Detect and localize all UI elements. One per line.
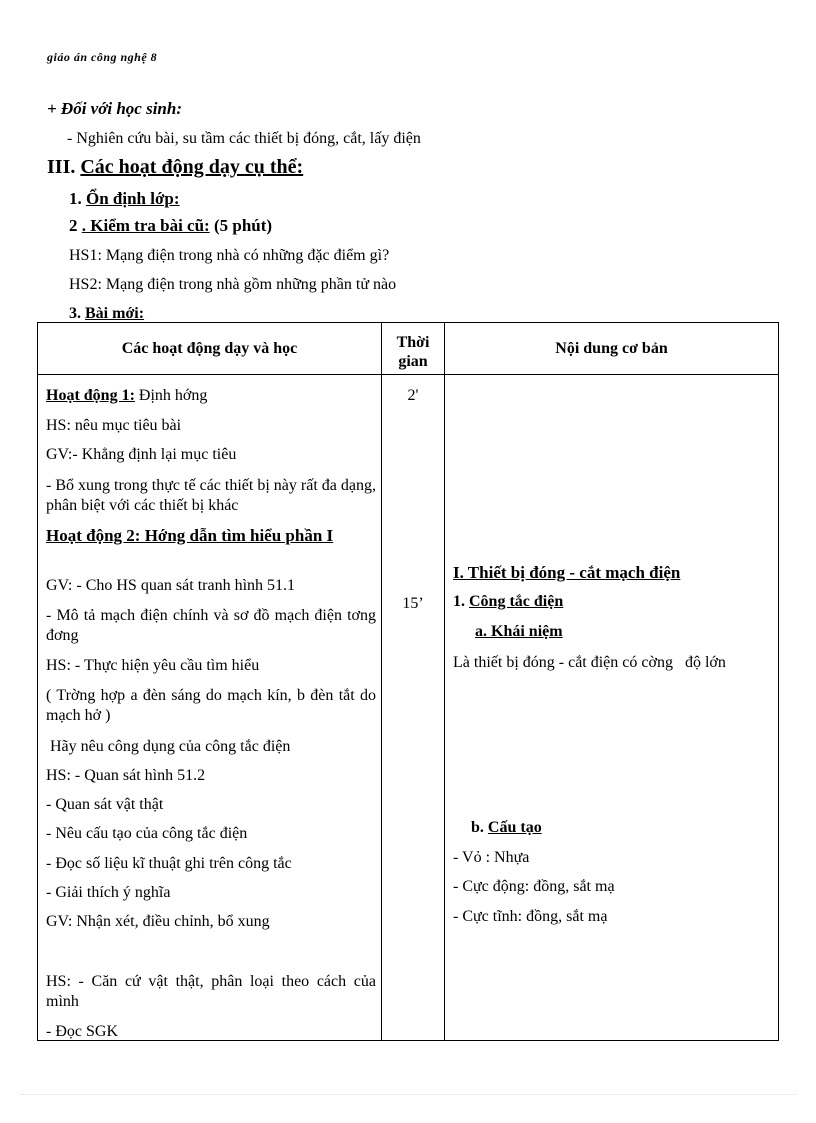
content-item-a: a. Khái niệm xyxy=(475,623,563,640)
activity-line: HS: - Thực hiện yêu cầu tìm hiểu xyxy=(46,657,260,674)
question-hs2: HS2: Mạng điện trong nhà gồm những phần tử nào xyxy=(69,276,397,293)
content-item-a-text: Là thiết bị đóng - cắt điện có cờng độ lớn xyxy=(453,654,726,671)
lesson-table xyxy=(37,322,779,1041)
activity-line: - Bổ xung trong thực tế các thiết bị này rất đa dạng, phân biệt với các thiết bị khác xyxy=(46,477,376,514)
time-cell xyxy=(382,375,445,1041)
activity-line: HS: nêu mục tiêu bài xyxy=(46,417,182,434)
content-item-b xyxy=(471,819,542,837)
activity-line: HS: - Căn cứ vật thật, phân loại theo cách của mình xyxy=(46,973,376,1010)
activities-cell xyxy=(38,375,382,1041)
section-3-title: Các hoạt động dạy cụ thể: xyxy=(80,156,304,178)
step-2-duration: (5 phút) xyxy=(209,216,273,235)
activity-1-text: Định hớng xyxy=(134,387,208,404)
activity-2-title: Hoạt động 2: Hớng dẫn tìm hiểu phần I xyxy=(46,526,334,545)
column-header-time: Thời gian xyxy=(382,323,445,375)
step-2-title: . Kiểm tra bài cũ: xyxy=(81,216,210,235)
question-hs1: HS1: Mạng điện trong nhà có những đặc điểm gì? xyxy=(69,247,390,264)
time-activity-2: 15’ xyxy=(402,595,424,612)
step-3-number: 3. xyxy=(69,305,85,322)
activity-1-title: Hoạt động 1: xyxy=(46,387,135,404)
activity-line: - Quan sát vật thật xyxy=(46,796,164,813)
section-3-heading xyxy=(47,156,303,179)
content-subsection-1-number: 1. xyxy=(453,593,469,610)
activity-line: - Đọc số liệu kĩ thuật ghi trên công tắc xyxy=(46,855,292,872)
content-subsection-1-title: Công tắc điện xyxy=(469,593,564,610)
table-header-row xyxy=(38,323,779,375)
activity-line: GV: Nhận xét, điều chỉnh, bổ xung xyxy=(46,913,270,930)
activity-line: - Mô tả mạch điện chính và sơ đồ mạch điện tơng đơng xyxy=(46,607,376,644)
step-3 xyxy=(69,305,144,323)
activity-line: ( Trờng hợp a đèn sáng do mạch kín, b đèn tắt do mạch hở ) xyxy=(46,687,376,724)
content-item-b-line: - Cực động: đồng, sắt mạ xyxy=(453,878,615,895)
activity-line: Hãy nêu công dụng của công tắc điện xyxy=(46,738,291,755)
page-footer-divider xyxy=(20,1094,796,1095)
content-cell xyxy=(445,375,779,1041)
step-2-number: 2 xyxy=(69,216,82,235)
content-item-b-title: Cấu tạo xyxy=(487,819,542,836)
step-1-number: 1. xyxy=(69,189,86,208)
step-1-title: Ổn định lớp: xyxy=(86,189,180,208)
column-header-content: Nội dung cơ bản xyxy=(445,323,779,375)
students-item: - Nghiên cứu bài, su tầm các thiết bị đóng, cắt, lấy điện xyxy=(67,130,421,147)
activity-line: - Đọc SGK xyxy=(46,1023,118,1040)
time-activity-1: 2' xyxy=(407,387,419,404)
content-item-b-line: - Vỏ : Nhựa xyxy=(453,849,530,866)
content-item-b-line: - Cực tĩnh: đồng, sắt mạ xyxy=(453,908,608,925)
table-body-row xyxy=(38,375,779,1041)
content-item-b-number: b. xyxy=(471,819,488,836)
activity-line: HS: - Quan sát hình 51.2 xyxy=(46,767,206,784)
activity-line: GV: - Cho HS quan sát tranh hình 51.1 xyxy=(46,577,296,594)
column-header-activities: Các hoạt động dạy và học xyxy=(38,323,382,375)
activity-line: - Giải thích ý nghĩa xyxy=(46,884,171,901)
activity-1 xyxy=(46,387,207,405)
activity-line: - Nêu cấu tạo của công tắc điện xyxy=(46,825,248,842)
section-3-number: III. xyxy=(47,156,81,178)
page-header: giáo án công nghệ 8 xyxy=(47,50,158,64)
content-subsection-1 xyxy=(453,593,563,611)
step-1 xyxy=(69,189,180,209)
activity-line: GV:- Khẳng định lại mục tiêu xyxy=(46,446,237,463)
step-3-title: Bài mới: xyxy=(85,305,145,322)
content-section-1: I. Thiết bị đóng - cắt mạch điện xyxy=(453,563,681,582)
step-2 xyxy=(69,216,272,236)
students-heading: + Đối với học sinh: xyxy=(47,99,182,118)
